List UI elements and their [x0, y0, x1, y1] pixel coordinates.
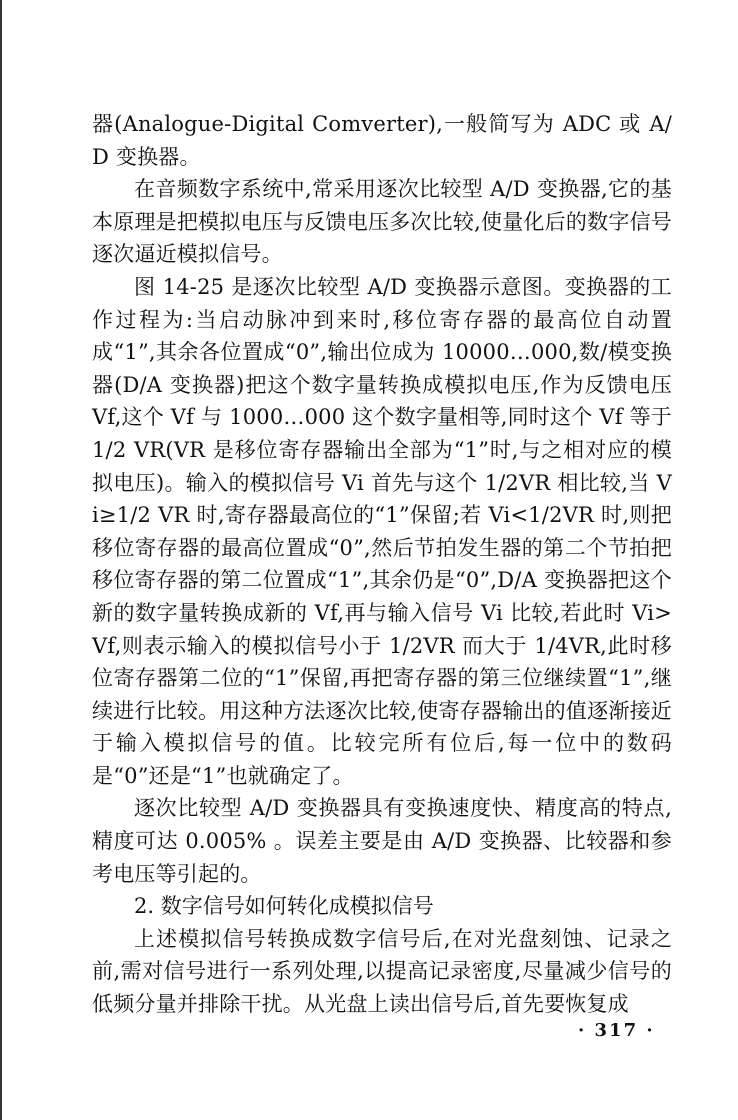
paragraph-sar-intro: 在音频数字系统中,常采用逐次比较型 A/D 变换器,它的基本原理是把模拟电压与反馈电压多次比较,使量化后的数字信号逐次逼近模拟信号。	[92, 177, 672, 267]
paragraph-sar-features: 逐次比较型 A/D 变换器具有变换速度快、精度高的特点,精度可达 0.005% 。误差主要是由 A/D 变换器、比较器和参考电压等引起的。	[92, 796, 672, 886]
paragraph-sar-process: 图 14-25 是逐次比较型 A/D 变换器示意图。变换器的工作过程为:当启动脉冲到来时,移位寄存器的最高位自动置成“1”,其余各位置成“0”,输出位成为 10000…000,数/模变换器(D/A 变换器)把这个数字量转换成模拟电压,作为反馈电压 Vf,这个 Vf 与 1000…000 这个数字量相等,同时这个 Vf 等于1/2 VR(VR 是移位寄存器输出全部为“1”时,与之相对应的模拟电压)。输入的模拟信号 Vi 首先与这个 1/2VR 相比较,当 Vi≥1/2 VR 时,寄存器最高位的“1”保留;若 Vi<1/2VR 时,则把移位寄存器的最高位置成“0”,然后节拍发生器的第二个节拍把移位寄存器的第二位置成“1”,其余仍是“0”,D/A 变换器把这个新的数字量转换成新的 Vf,再与输入信号 Vi 比较,若此时 Vi>Vf,则表示输入的模拟信号小于 1/2VR 而大于 1/4VR,此时移位寄存器第二位的“1”保留,再把寄存器的第三位继续置“1”,继续进行比较。用这种方法逐次比较,使寄存器输出的值逐渐接近于输入模拟信号的值。比较完所有位后,每一位中的数码是“0”还是“1”也就确定了。	[92, 274, 672, 788]
paragraph-continuation: 器(Analogue-Digital Comverter),一般简写为 ADC 或 A/D 变换器。	[92, 112, 672, 169]
page-edge-line	[0, 0, 2, 1120]
page-number: · 317 ·	[578, 1020, 655, 1041]
paragraph-dac-intro: 上述模拟信号转换成数字信号后,在对光盘刻蚀、记录之前,需对信号进行一系列处理,以提高记录密度,尽量减少信号的低频分量并排除干扰。从光盘上读出信号后,首先要恢复成	[92, 926, 672, 1017]
body-text	[92, 108, 672, 1021]
section-heading: 2. 数字信号如何转化成模拟信号	[134, 894, 434, 919]
